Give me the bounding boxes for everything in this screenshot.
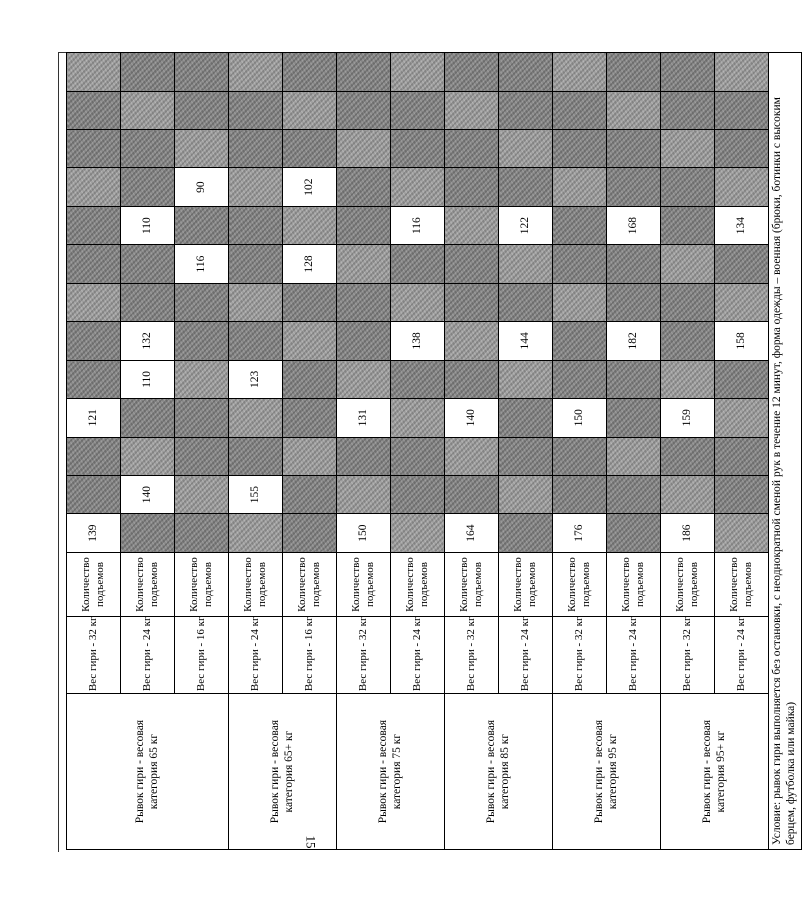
shaded-cell xyxy=(175,475,229,513)
weight-cell: Вес гири - 24 кг xyxy=(391,617,445,694)
lifts-label-cell: Количество подъемов xyxy=(121,552,175,616)
standards-table xyxy=(66,52,802,850)
lifts-label-cell: Количество подъемов xyxy=(175,552,229,616)
lifts-label-cell: Количество подъемов xyxy=(661,552,715,616)
condition-row xyxy=(769,53,802,850)
weight-cell: Вес гири - 24 кг xyxy=(121,617,175,694)
lifts-label-cell: Количество подъемов xyxy=(283,552,337,616)
value-cell: 140 xyxy=(445,399,499,437)
shaded-cell xyxy=(229,322,283,360)
table-row xyxy=(229,53,283,850)
shaded-cell xyxy=(229,437,283,475)
shaded-cell xyxy=(229,245,283,283)
value-cell: 121 xyxy=(67,399,121,437)
shaded-cell xyxy=(607,399,661,437)
side-page-number: 15 xyxy=(303,835,319,849)
shaded-cell xyxy=(391,53,445,92)
shaded-cell xyxy=(499,91,553,129)
shaded-cell xyxy=(715,91,769,129)
shaded-cell xyxy=(499,130,553,168)
shaded-cell xyxy=(337,360,391,398)
lifts-label-cell: Количество подъемов xyxy=(553,552,607,616)
shaded-cell xyxy=(607,360,661,398)
shaded-cell xyxy=(337,130,391,168)
shaded-cell xyxy=(175,206,229,244)
shaded-cell xyxy=(445,322,499,360)
shaded-cell xyxy=(67,206,121,244)
shaded-cell xyxy=(229,91,283,129)
shaded-cell xyxy=(661,475,715,513)
value-cell: 164 xyxy=(445,514,499,552)
shaded-cell xyxy=(391,91,445,129)
lifts-label-cell: Количество подъемов xyxy=(607,552,661,616)
shaded-cell xyxy=(175,437,229,475)
shaded-cell xyxy=(229,168,283,206)
value-cell: 138 xyxy=(391,322,445,360)
weight-cell: Вес гири - 24 кг xyxy=(607,617,661,694)
value-cell: 128 xyxy=(283,245,337,283)
shaded-cell xyxy=(121,514,175,552)
condition-note: Условие: рывок гири выполняется без остановки, с неоднократной сменой рук в течение 12 минут, форма одежды – военная (брюки, ботинки с высоким берцем, футболка или майка) xyxy=(769,53,802,850)
shaded-cell xyxy=(67,245,121,283)
shaded-cell xyxy=(715,245,769,283)
shaded-cell xyxy=(607,168,661,206)
shaded-cell xyxy=(661,53,715,92)
shaded-cell xyxy=(337,245,391,283)
shaded-cell xyxy=(121,245,175,283)
value-cell: 110 xyxy=(121,206,175,244)
shaded-cell xyxy=(391,245,445,283)
shaded-cell xyxy=(715,360,769,398)
shaded-cell xyxy=(337,91,391,129)
shaded-cell xyxy=(553,283,607,321)
shaded-cell xyxy=(283,475,337,513)
value-cell: 134 xyxy=(715,206,769,244)
lifts-label-cell: Количество подъемов xyxy=(391,552,445,616)
shaded-cell xyxy=(283,130,337,168)
weight-cell: Вес гири - 32 кг xyxy=(337,617,391,694)
category-cell: Рывок гири - весовая категория 85 кг xyxy=(445,694,553,850)
weight-cell: Вес гири - 32 кг xyxy=(445,617,499,694)
value-cell: 90 xyxy=(175,168,229,206)
shaded-cell xyxy=(499,399,553,437)
lifts-label-cell: Количество подъемов xyxy=(715,552,769,616)
shaded-cell xyxy=(553,360,607,398)
value-cell: 116 xyxy=(175,245,229,283)
shaded-cell xyxy=(607,130,661,168)
shaded-cell xyxy=(607,514,661,552)
shaded-cell xyxy=(553,168,607,206)
category-cell: Рывок гири - весовая категория 95 кг xyxy=(553,694,661,850)
shaded-cell xyxy=(445,437,499,475)
shaded-cell xyxy=(67,283,121,321)
shaded-cell xyxy=(283,360,337,398)
shaded-cell xyxy=(283,399,337,437)
shaded-cell xyxy=(715,53,769,92)
shaded-cell xyxy=(715,437,769,475)
shaded-cell xyxy=(175,130,229,168)
shaded-cell xyxy=(661,437,715,475)
shaded-cell xyxy=(661,360,715,398)
value-cell: 132 xyxy=(121,322,175,360)
value-cell: 155 xyxy=(229,475,283,513)
table-row xyxy=(661,53,715,850)
shaded-cell xyxy=(391,514,445,552)
shaded-cell xyxy=(67,437,121,475)
shaded-cell xyxy=(229,130,283,168)
shaded-cell xyxy=(121,53,175,92)
weight-cell: Вес гири - 24 кг xyxy=(499,617,553,694)
shaded-cell xyxy=(499,514,553,552)
shaded-cell xyxy=(553,322,607,360)
shaded-cell xyxy=(229,399,283,437)
shaded-cell xyxy=(175,91,229,129)
table-row xyxy=(337,53,391,850)
shaded-cell xyxy=(661,130,715,168)
shaded-cell xyxy=(121,283,175,321)
shaded-cell xyxy=(661,283,715,321)
weight-cell: Вес гири - 32 кг xyxy=(661,617,715,694)
weight-cell: Вес гири - 32 кг xyxy=(553,617,607,694)
shaded-cell xyxy=(661,322,715,360)
shaded-cell xyxy=(283,283,337,321)
shaded-cell xyxy=(661,245,715,283)
shaded-cell xyxy=(553,475,607,513)
shaded-cell xyxy=(337,322,391,360)
shaded-cell xyxy=(715,514,769,552)
shaded-cell xyxy=(553,53,607,92)
shaded-cell xyxy=(229,53,283,92)
value-cell: 116 xyxy=(391,206,445,244)
shaded-cell xyxy=(715,475,769,513)
shaded-cell xyxy=(391,130,445,168)
shaded-cell xyxy=(553,130,607,168)
shaded-cell xyxy=(661,168,715,206)
shaded-cell xyxy=(391,437,445,475)
shaded-cell xyxy=(607,475,661,513)
value-cell: 102 xyxy=(283,168,337,206)
shaded-cell xyxy=(337,206,391,244)
category-cell: Рывок гири - весовая категория 65 кг xyxy=(67,694,229,850)
shaded-cell xyxy=(391,283,445,321)
table-row xyxy=(445,53,499,850)
shaded-cell xyxy=(283,206,337,244)
shaded-cell xyxy=(607,91,661,129)
shaded-cell xyxy=(661,206,715,244)
shaded-cell xyxy=(391,168,445,206)
shaded-cell xyxy=(121,130,175,168)
weight-cell: Вес гири - 32 кг xyxy=(67,617,121,694)
shaded-cell xyxy=(175,53,229,92)
shaded-cell xyxy=(67,360,121,398)
shaded-cell xyxy=(553,437,607,475)
shaded-cell xyxy=(67,53,121,92)
value-cell: 159 xyxy=(661,399,715,437)
shaded-cell xyxy=(445,283,499,321)
shaded-cell xyxy=(283,514,337,552)
value-cell: 168 xyxy=(607,206,661,244)
shaded-cell xyxy=(391,475,445,513)
table-row xyxy=(553,53,607,850)
shaded-cell xyxy=(337,53,391,92)
value-cell: 186 xyxy=(661,514,715,552)
shaded-cell xyxy=(175,360,229,398)
shaded-cell xyxy=(121,437,175,475)
shaded-cell xyxy=(283,91,337,129)
shaded-cell xyxy=(445,360,499,398)
shaded-cell xyxy=(337,437,391,475)
shaded-cell xyxy=(229,206,283,244)
shaded-cell xyxy=(499,53,553,92)
shaded-cell xyxy=(337,475,391,513)
shaded-cell xyxy=(607,245,661,283)
shaded-cell xyxy=(607,437,661,475)
lifts-label-cell: Количество подъемов xyxy=(229,552,283,616)
shaded-cell xyxy=(229,514,283,552)
shaded-cell xyxy=(715,399,769,437)
value-cell: 144 xyxy=(499,322,553,360)
shaded-cell xyxy=(121,91,175,129)
value-cell: 131 xyxy=(337,399,391,437)
shaded-cell xyxy=(445,53,499,92)
rotated-table-container xyxy=(66,52,797,850)
lifts-label-cell: Количество подъемов xyxy=(499,552,553,616)
value-cell: 140 xyxy=(121,475,175,513)
lifts-label-cell: Количество подъемов xyxy=(67,552,121,616)
value-cell: 176 xyxy=(553,514,607,552)
category-cell: Рывок гири - весовая категория 75 кг xyxy=(337,694,445,850)
shaded-cell xyxy=(175,399,229,437)
shaded-cell xyxy=(715,283,769,321)
shaded-cell xyxy=(499,437,553,475)
shaded-cell xyxy=(337,283,391,321)
shaded-cell xyxy=(553,245,607,283)
weight-cell: Вес гири - 16 кг xyxy=(283,617,337,694)
shaded-cell xyxy=(391,360,445,398)
table-body xyxy=(67,53,802,850)
shaded-cell xyxy=(445,91,499,129)
frame-left-rule xyxy=(58,52,59,852)
shaded-cell xyxy=(607,283,661,321)
value-cell: 182 xyxy=(607,322,661,360)
category-cell: Рывок гири - весовая категория 95+ кг xyxy=(661,694,769,850)
shaded-cell xyxy=(499,168,553,206)
value-cell: 110 xyxy=(121,360,175,398)
value-cell: 122 xyxy=(499,206,553,244)
shaded-cell xyxy=(283,53,337,92)
shaded-cell xyxy=(121,168,175,206)
shaded-cell xyxy=(445,475,499,513)
table-row xyxy=(67,53,121,850)
shaded-cell xyxy=(283,322,337,360)
lifts-label-cell: Количество подъемов xyxy=(445,552,499,616)
shaded-cell xyxy=(553,206,607,244)
shaded-cell xyxy=(607,53,661,92)
shaded-cell xyxy=(67,322,121,360)
shaded-cell xyxy=(445,168,499,206)
shaded-cell xyxy=(715,130,769,168)
lifts-label-cell: Количество подъемов xyxy=(337,552,391,616)
shaded-cell xyxy=(499,475,553,513)
shaded-cell xyxy=(67,130,121,168)
shaded-cell xyxy=(553,91,607,129)
shaded-cell xyxy=(121,399,175,437)
weight-cell: Вес гири - 16 кг xyxy=(175,617,229,694)
shaded-cell xyxy=(283,437,337,475)
shaded-cell xyxy=(391,399,445,437)
shaded-cell xyxy=(499,245,553,283)
shaded-cell xyxy=(67,475,121,513)
value-cell: 150 xyxy=(553,399,607,437)
value-cell: 139 xyxy=(67,514,121,552)
shaded-cell xyxy=(715,168,769,206)
value-cell: 150 xyxy=(337,514,391,552)
shaded-cell xyxy=(337,168,391,206)
value-cell: 123 xyxy=(229,360,283,398)
weight-cell: Вес гири - 24 кг xyxy=(229,617,283,694)
shaded-cell xyxy=(499,360,553,398)
category-cell: Рывок гири - весовая категория 65+ кг xyxy=(229,694,337,850)
shaded-cell xyxy=(67,168,121,206)
shaded-cell xyxy=(445,245,499,283)
shaded-cell xyxy=(175,283,229,321)
shaded-cell xyxy=(661,91,715,129)
shaded-cell xyxy=(175,514,229,552)
shaded-cell xyxy=(175,322,229,360)
weight-cell: Вес гири - 24 кг xyxy=(715,617,769,694)
shaded-cell xyxy=(445,130,499,168)
shaded-cell xyxy=(229,283,283,321)
value-cell: 158 xyxy=(715,322,769,360)
shaded-cell xyxy=(67,91,121,129)
shaded-cell xyxy=(445,206,499,244)
shaded-cell xyxy=(499,283,553,321)
